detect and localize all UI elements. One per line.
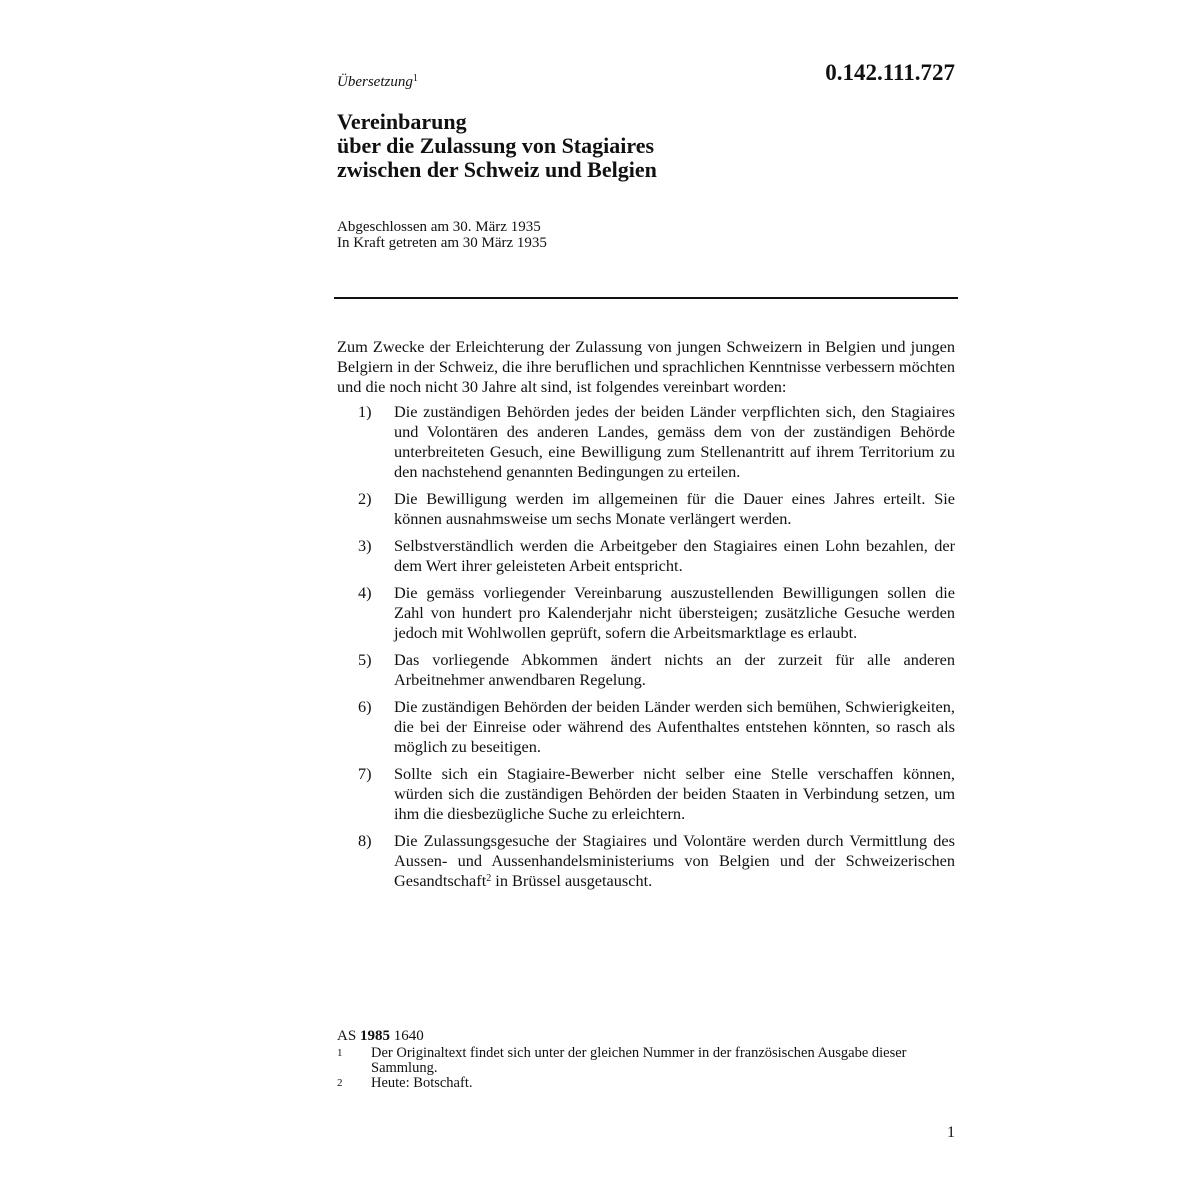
as-year: 1985 <box>359 1028 390 1044</box>
intro-paragraph: Zum Zwecke der Erleichterung der Zulassung von jungen Schweizern in Belgien und jungen Belgiern in der Schweiz, die ihre beruflichen und sprachlichen Kenntnisse verbessern möchten und die noch nicht 30 Jahre alt sind, ist folgendes vereinbart worden: <box>337 337 955 396</box>
article-text-part: in Brüssel ausgetauscht. <box>491 871 653 890</box>
article-text: Das vorliegende Abkommen ändert nichts an der zurzeit für alle anderen Arbeitnehmer anwendbaren Regelung. <box>394 650 955 689</box>
article-text: Selbstverständlich werden die Arbeitgeber den Stagiaires einen Lohn bezahlen, der dem Wert ihrer geleisteten Arbeit entspricht. <box>394 536 955 575</box>
article-text-part: Die Zulassungsgesuche der Stagiaires und Volontäre werden durch Vermittlung des Aussen- und Aussenhandelsministeriums von Belgien und der Schweizerischen Gesandtschaft <box>394 831 955 890</box>
article-list <box>337 402 955 891</box>
article-number: 8) <box>358 831 372 850</box>
footnote-text: Der Originaltext findet sich unter der gleichen Nummer in der französischen Ausgabe dieser Sammlung. <box>371 1045 907 1076</box>
title-line: zwischen der Schweiz und Belgien <box>337 157 657 182</box>
translation-label-text: Übersetzung <box>337 74 413 90</box>
article-number: 3) <box>358 536 372 555</box>
footnote-number: 1 <box>337 1047 343 1059</box>
article-number: 6) <box>358 697 372 716</box>
article-text: Die gemäss vorliegender Vereinbarung auszustellenden Bewilligungen sollen die Zahl von hundert pro Kalenderjahr nicht übersteigen; zusätzliche Gesuche werden jedoch mit Wohlwollen geprüft, sofern die Arbeitsmarktlage es erlaubt. <box>394 583 955 642</box>
article-number: 5) <box>358 650 372 669</box>
footnote <box>337 1046 937 1076</box>
footnote <box>337 1076 937 1091</box>
article-text <box>394 831 955 891</box>
article-item <box>337 489 955 529</box>
document-title <box>337 110 837 182</box>
article-number: 1) <box>358 402 372 421</box>
translation-label <box>337 74 418 91</box>
article-number: 7) <box>358 764 372 783</box>
footnote-number: 2 <box>337 1077 343 1089</box>
article-item <box>337 697 955 757</box>
article-number: 4) <box>358 583 372 602</box>
article-number: 2) <box>358 489 372 508</box>
concluded-date: Abgeschlossen am 30. März 1935 <box>337 219 541 235</box>
document-number: 0.142.111.727 <box>825 60 955 85</box>
article-text: Sollte sich ein Stagiaire-Bewerber nicht selber eine Stelle verschaffen können, würden sich die zuständigen Behörden der beiden Staaten in Verbindung setzen, um ihm die diesbezügliche Suche zu erleichtern. <box>394 764 955 823</box>
article-item <box>337 650 955 690</box>
article-text: Die Bewilligung werden im allgemeinen für die Dauer eines Jahres erteilt. Sie können ausnahmsweise um sechs Monate verlängert werden. <box>394 489 955 528</box>
article-item <box>337 831 955 891</box>
article-text: Die zuständigen Behörden jedes der beiden Länder verpflichten sich, den Stagiaires und Volontären des anderen Landes, gemäss dem von der zuständigen Behörde unterbreiteten Gesuch, eine Bewilligung zum Stellenantritt auf ihrem Territorium zu den nachstehend genannten Bedingungen zu erteilen. <box>394 402 955 481</box>
article-item <box>337 764 955 824</box>
in-force-date: In Kraft getreten am 30 März 1935 <box>337 235 547 251</box>
footnote-text: Heute: Botschaft. <box>371 1075 473 1091</box>
as-prefix: AS <box>337 1028 357 1044</box>
title-line: über die Zulassung von Stagiaires <box>337 133 655 158</box>
article-item <box>337 583 955 643</box>
as-reference <box>337 1028 937 1044</box>
article-item <box>337 402 955 482</box>
title-line: Vereinbarung <box>337 109 467 134</box>
header-divider <box>334 297 958 299</box>
as-page: 1640 <box>393 1028 424 1044</box>
footnote-ref-2: 2 <box>486 873 492 884</box>
article-text: Die zuständigen Behörden der beiden Länder werden sich bemühen, Schwierigkeiten, die bei der Einreise oder während des Aufenthaltes entstehen könnten, so rasch als möglich zu beseitigen. <box>394 697 955 756</box>
date-info <box>337 219 547 251</box>
footnotes-section <box>337 1028 937 1091</box>
footnote-ref-1: 1 <box>412 73 418 84</box>
document-body <box>337 337 955 898</box>
article-item <box>337 536 955 576</box>
page-number: 1 <box>947 1124 955 1141</box>
